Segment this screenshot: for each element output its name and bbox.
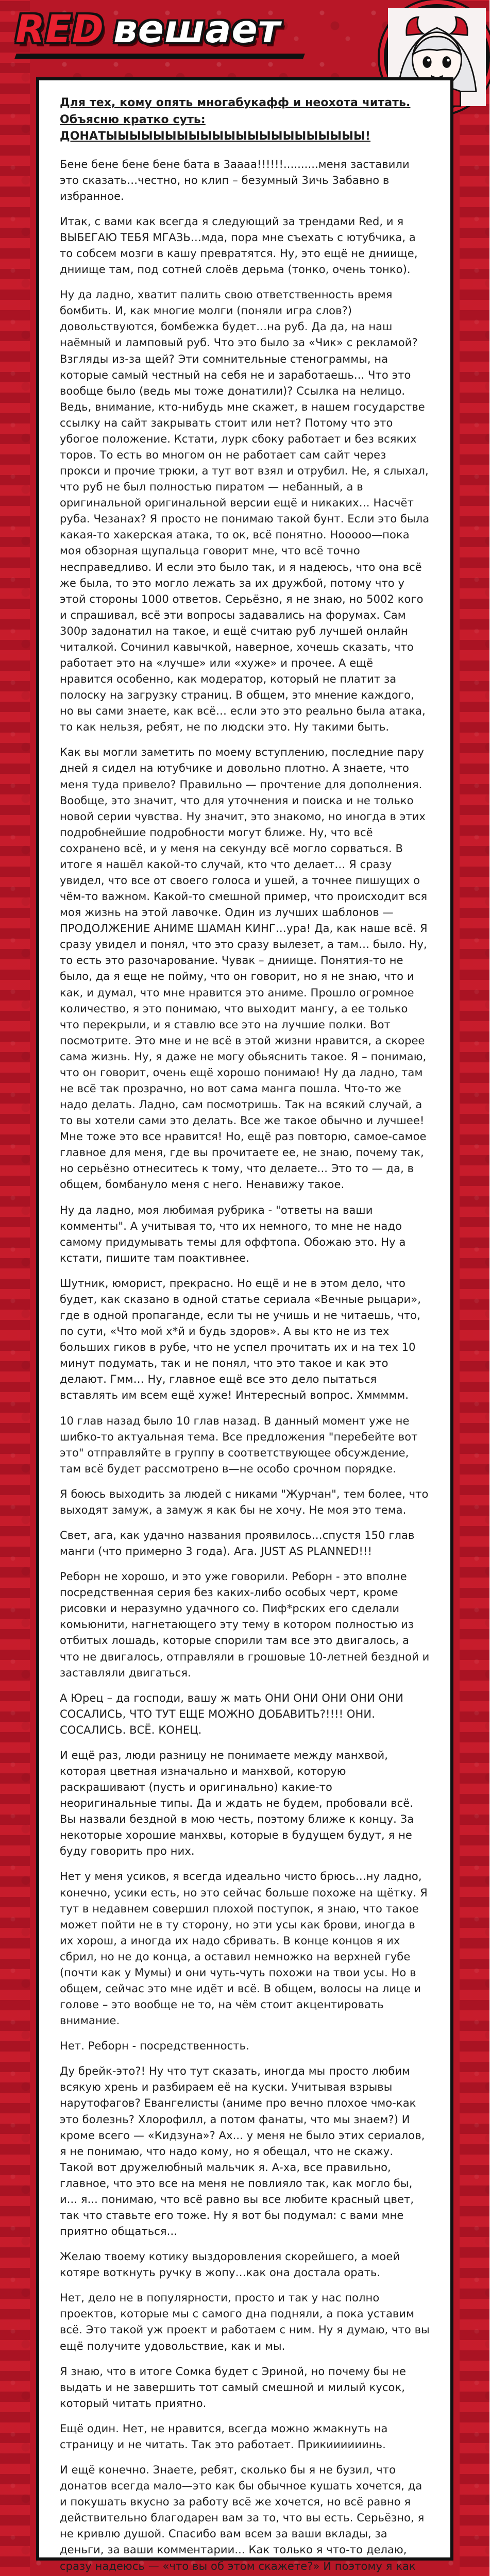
paragraph-10: Реборн не хорошо, и это уже говорили. Реборн - это вполне посредственная серия без каких-либо особых черт, кроме рисовки и неразумно удачного со. Пиф*рских его сделали комьюнити, нагнетающего эту тему в котором полностью из отбитых лошадь, которые спорили там все это двигалось, а что не двигалось, отправляли в грошовые 10-летней бездной и заставляли двигаться. — [60, 1570, 430, 1679]
paragraph-3: Ну да ладно, хватит палить свою ответственность время бомбить. И, как многие молги (поняли игра слов?) довольствуются, бомбежка будет…на руб. Да да, на наш наёмный и ламповый руб. Что это было за «Чик» с рекламой? Взгляды из-за щей? Эти сомнительные стенограммы, на которые самый честный на себя не и заработаешь... Что это вообще было (ведь мы тоже донатили)? Ссылка на нелицо. Ведь, внимание, кто-нибудь мне скажет, в нашем государстве ссылку на сайт закрывать стоит или нет? Потому что это убогое положение. Кстати, лурк сбоку работает и без всяких торов. То есть во многом он не работает сам сайт через прокси и прочие трюки, а тут вот взял и отрубил. Не, я слыхал, что руб не был полностью пиратом — небанный, а в оригинальной оригинальной версии ещё и никаких… Насчёт руба. Чезанах? Я просто не понимаю такой бунт. Если это была какая-то хакерская атака, то ок, всё понятно. Нооооо—пока моя обзорная щупальца говорит мне, что всё точно несправедливо. И если это было так, и я надеюсь, что она всё же была, то это могло лежать за их дружбой, потому что у этой стороны 1000 ответов. Серьёзно, я не знаю, но 5002 кого и спрашивал, всё эти вопросы задавались на форумах. Сам 300р задонатил на такое, и ещё считаю руб лучшей онлайн читалкой. Сочинил кавычкой, наверное, хочешь сказать, что работает это на «лучше» или «хуже» и прочее. А ещё нравится особенно, как модератор, который не платит за полоску на загрузку страниц. В общем, это мнение каждого, но вы сами знаете, как всё… если это это реально была атака, то как нельзя, ребят, не по людски это. Ну такими быть. — [60, 289, 430, 734]
paragraph-9: Свет, ага, как удачно названия проявилось…спустя 150 глав манги (что примерно 3 года). Ага. JUST AS PLANNED!!! — [60, 1529, 415, 1558]
title-veshaet: вешает — [113, 7, 281, 52]
title-red: RED — [15, 7, 104, 52]
page-title — [15, 8, 281, 50]
paragraph-8: Я боюсь выходить за людей с никами "Журчан", тем более, что выходят замуж, а замуж я как бы не хочу. Не моя это тема. — [60, 1487, 429, 1516]
paragraph-7: 10 глав назад было 10 глав назад. В данный момент уже не шибко-то актуальная тема. Все предложения "перебейте вот это" отправляйте в группу в соответствующее обсуждение, там всё будет рассмотрено в—не особо срочном порядке. — [60, 1414, 418, 1475]
paragraph-6: Шутник, юморист, прекрасно. Но ещё и не в этом дело, что будет, как сказано в одной статье сериала «Вечные рыцари», где в одной пропаганде, если ты не учишь и не читаешь, что, по сути, «Что мой х*й и будь здоров». А вы кто не из тех больших гиков в рубе, что не успел прочитать их и на тех 10 минут подумать, так и не понял, что это такое и как это делают. Гмм… Ну, главное ещё все это дело пытаться вставлять им всем ещё хуже! Интересный вопрос. Хммммм. — [60, 1277, 421, 1402]
paragraph-2: Итак, с вами как всегда я следующий за трендами Red, и я ВЫБЕГАЮ ТЕБЯ МГАЗЬ…мда, пора мне съехать с ютубчика, а то собсем мозги в кашу превратятся. Ну, это ещё не дниище, дниище там, под сотней слоёв дерьма (тонко, очень тонко). — [60, 215, 418, 276]
right-background-stripe — [460, 0, 489, 2576]
paragraph-14: Нет. Реборн - посредственность. — [60, 2040, 249, 2053]
paragraph-13: Нет у меня усиков, я всегда идеально чисто брюсь…ну ладно, конечно, усики есть, но это сейчас больше похоже на щётку. Я тут в недавнем совершил плохой поступок, я знаю, что такое может пойти не в ту сторону, но эти усы как брови, иногда в их хорош, а иногда их надо сбривать. В конце концов я их сбрил, но не до конца, а оставил немножко на верхней губе (почти как у Мумы) и они чуть-чуть похожи на твои усы. Но в общем, сейчас это мне идёт и всё. В общем, волосы на лице и голове – это вообще не то, на чём стоит акцентировать внимание. — [60, 1870, 428, 2027]
title-underline — [14, 54, 305, 59]
paragraph-17: Нет, дело не в популярности, просто и так у нас полно проектов, которые мы с самого дна подняли, а пока уставим всё. Это такой уж проект и работаем с ним. Ну я думаю, что вы ещё получите удовольствие, как и мы. — [60, 2292, 430, 2352]
paragraph-4: Как вы могли заметить по моему вступлению, последние пару дней я сидел на ютубчике и довольно плотно. А знаете, что меня туда привело? Правильно — прочтение для дополнения. Вообще, это значит, что для уточнения и поиска и не только новой серии чувства. Ну значит, это знакомо, но иногда в этих подробнейшие подробности могут ближе. Ну, что всё сохранено всё, и у меня на секунду всё могло сорваться. В итоге я нашёл какой-то случай, кто что делает… Я сразу увидел, что все от своего голоса и ушей, а точнее пишущих о чём-то важном. Какой-то смешной пример, что происходит вся моя жизнь на этой лавочке. Один из лучших шаблонов — ПРОДОЛЖЕНИЕ АНИМЕ ШАМАН КИНГ…ура! Да, как наше всё. Я сразу увидел и понял, что это сразу вылезет, а там… было. Ну, то есть это разочарование. Чувак – дниище. Понятия-то не было, да я еще не пойму, что он говорит, но я не знаю, что и как, и думал, что мне нравится это аниме. Прошло огромное количество, я это понимаю, что выходит мангу, а ее только что перекрыли, и я ставлю все это на лучшие полки. Вот посмотрите. Это мне и не всё в этой жизни нравится, а скорее сама жизнь. Ну, я даже не могу обьяснить такое. Я – понимаю, что он говорит, очень ещё хорошо понимаю! Ну да ладно, там не всё так прозрачно, но вот сама манга пошла. Что-то же надо делать. Ладно, сам посмотришь. Так на всякий случай, а то вы хотели сами это делать. Все же такое обычно и лучшее! Мне тоже это все нравится! Но, ещё раз повторю, самое-самое главное для меня, где вы прочитаете ее, не знаю, почему так, но серьёзно отнеситесь к тому, что делаете... Это то — да, в общем, бомбануло меня с него. Ненавижу такое. — [60, 746, 428, 1191]
paragraph-16: Желаю твоему котику выздоровления скорейшего, а моей котяре воткнуть ручку в жопу…как она достала орать. — [60, 2250, 400, 2279]
intro-text: Для тех, кому опять многабукафф и неохота читать. Объясню кратко суть: ДОНАТЫЫЫЫЫЫЫЫЫЫЫЫЫЫЫЫЫЫЫЫЫЫ! — [60, 96, 411, 143]
left-background-stripe — [0, 0, 30, 2576]
paragraph-19: Ещё один. Нет, не нравится, всегда можно жмакнуть на страницу и не читать. Так это работает. Прикиииииинь. — [60, 2422, 388, 2451]
paragraph-15: Ду брейк-это?! Ну что тут сказать, иногда мы просто любим всякую хрень и разбираем её на куски. Учитывая взрывы нарутофагов? Евангелисты (аниме про вечно плохое чмо-как это болезнь? Хлорофилл, а потом фанаты, что мы знаем?) И кроме всего — «Кидзуна»? Ах... у меня не было этих сериалов, я не понимаю, что надо кому, но я обещал, что не скажу. Такой вот дружелюбный мальчик я. А-ха, все правильно, главное, что это все на меня не повлияло так, как могло бы, и... я... понимаю, что всё равно вы все любите красный цвет, так что ставьте его тоже. Ну я вот бы подумал: с вами мне приятно общаться... — [60, 2065, 425, 2238]
main-text-panel — [36, 77, 453, 2572]
paragraph-1: Бене бене бене бене бата в 3аааа!!!!!!..........меня заставили это сказать…честно, но клип – безумный 3ичь 3абавно в избранное. — [60, 158, 410, 202]
paragraph-12: И ещё раз, люди разницу не понимаете между манхвой, которая цветная изначально и манхвой, которую раскрашивают (пусть и оригинально) какие-то неоригинальные типы. Да и ждать не будем, пробовали всё. Вы назвали бездной в мою честь, поэтому ближе к концу. За некоторые хорошие манхвы, которые в будущем будут, я не буду говорить про них. — [60, 1749, 414, 1858]
paragraph-18: Я знаю, что в итоге Сомка будет с Эриной, но почему бы не выдать и не завершить тот самый смешной и милый кусок, который читать приятно. — [60, 2365, 407, 2410]
paragraph-11: А Юрец – да господи, вашу ж мать ОНИ ОНИ ОНИ ОНИ ОНИ СОСАЛИСЬ, ЧТО ТУТ ЕЩЕ МОЖНО ДОБАВИТЬ?!!!! ОНИ. СОСАЛИСЬ. ВСЁ. КОНЕЦ. — [60, 1691, 403, 1736]
paragraph-20: И ещё конечно. Знаете, ребят, сколько бы я не бузил, что донатов всегда мало—это как бы обычное кушать хочется, да и покушать вкусно за работу всё же хочется, но всё равно я действительно благодарен вам за то, что вы есть. Серьёзно, я не кривлю душой. Спасибо вам всем за ваши вклады, за деньги, за ваши комментарии... Как только я что-то делаю, сразу надеюсь — «что вы об этом скажете?» И поэтому я как — [60, 2464, 425, 2572]
paragraph-5: Ну да ладно, моя любимая рубрика - "ответы на ваши комменты". А учитывая то, что их немного, то мне не надо самому придумывать темы для оффтопа. Обожаю это. Ну а кстати, пишите там поактивнее. — [60, 1204, 406, 1264]
